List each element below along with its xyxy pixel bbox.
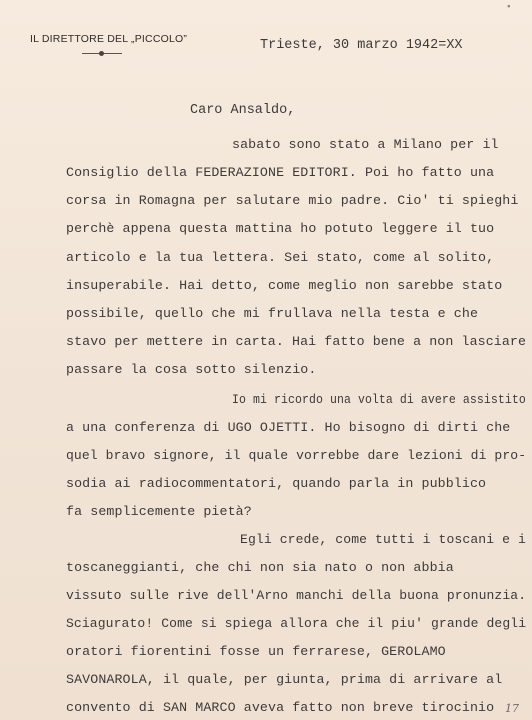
letterhead: IL DIRETTORE DEL „PICCOLO” (30, 33, 188, 45)
body-line: sabato sono stato a Milano per il (232, 137, 499, 152)
letterhead-dot (99, 51, 104, 56)
body-line: quel bravo signore, il quale vorrebbe dare lezioni di pro- (66, 448, 527, 463)
body-line: Sciagurato! Come si spiega allora che il piu' grande degli (66, 616, 527, 631)
salutation: Caro Ansaldo, (190, 103, 296, 118)
corner-mark: ∙ (506, 2, 512, 12)
body-line: Io mi ricordo una volta di avere assistito (232, 392, 526, 407)
body-line: Egli crede, come tutti i toscani e i (240, 532, 526, 547)
body-line: SAVONAROLA, il quale, per giunta, prima di arrivare al (66, 672, 503, 687)
body-line: corsa in Romagna per salutare mio padre. Cio' ti spieghi (66, 193, 519, 208)
body-line: articolo e la tua lettera. Sei stato, come al solito, (66, 250, 495, 265)
body-line: toscaneggianti, che chi non sia nato o non abbia (66, 560, 454, 575)
page-number: 17 (505, 702, 519, 715)
body-line: passare la cosa sotto silenzio. (66, 362, 317, 377)
body-line: Consiglio della FEDERAZIONE EDITORI. Poi ho fatto una (66, 165, 495, 180)
body-line: oratori fiorentini fosse un ferrarese, GEROLAMO (66, 644, 446, 659)
body-line: stavo per mettere in carta. Hai fatto bene a non lasciare (66, 334, 527, 349)
body-line: perchè appena questa mattina ho potuto leggere il tuo (66, 221, 495, 236)
body-line: a una conferenza di UGO OJETTI. Ho bisogno di dirti che (66, 420, 511, 435)
body-line: insuperabile. Hai detto, come meglio non sarebbe stato (66, 278, 503, 293)
body-line: possibile, quello che mi frullava nella testa e che (66, 306, 479, 321)
body-line: vissuto sulle rive dell'Arno manchi della buona pronunzia. (66, 588, 527, 603)
body-line: convento di SAN MARCO aveva fatto non breve tirocinio (66, 700, 495, 715)
dateline: Trieste, 30 marzo 1942=XX (260, 38, 463, 53)
body-line: sodia ai radiocommentatori, quando parla in pubblico (66, 476, 487, 491)
body-line: fa semplicemente pietà? (66, 504, 252, 519)
